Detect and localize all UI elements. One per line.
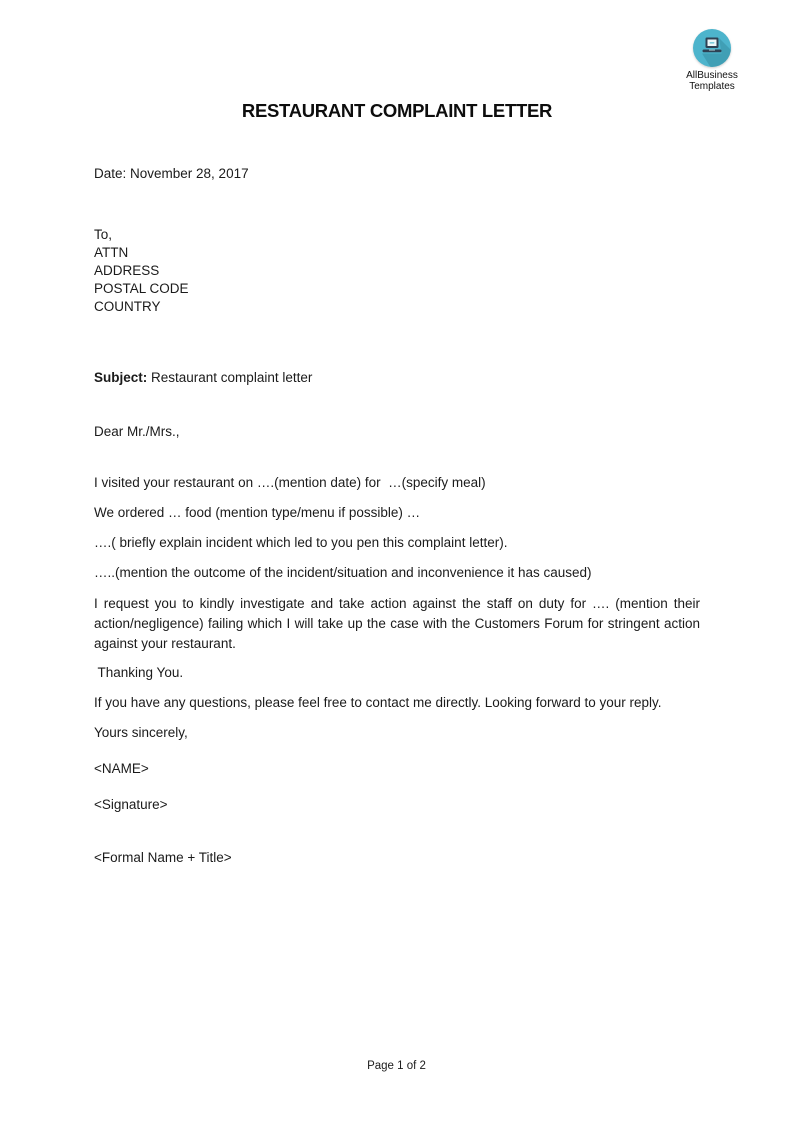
subject-text: Restaurant complaint letter	[147, 370, 313, 385]
body-paragraph: …..(mention the outcome of the incident/situation and inconvenience it has caused)	[94, 565, 592, 580]
body-paragraph: I request you to kindly investigate and take action against the staff on duty for …. (mention their action/negligence) failing which I will take up the case with the Customers Forum for stringent action against your restaurant.	[94, 596, 700, 651]
subject-line	[94, 369, 700, 387]
body-paragraph: ….( briefly explain incident which led to you pen this complaint letter).	[94, 535, 508, 550]
page-title: RESTAURANT COMPLAINT LETTER	[241, 100, 553, 121]
contact-line: If you have any questions, please feel free to contact me directly. Looking forward to your reply.	[94, 695, 662, 710]
brand-name-line2: Templates	[689, 81, 735, 92]
recipient-country: COUNTRY	[94, 299, 161, 314]
date-line: Date: November 28, 2017	[94, 166, 249, 181]
recipient-block	[94, 226, 700, 316]
name-placeholder: <NAME>	[94, 761, 149, 776]
recipient-address: ADDRESS	[94, 263, 160, 278]
recipient-postal-code: POSTAL CODE	[94, 281, 189, 296]
salutation: Dear Mr./Mrs.,	[94, 424, 180, 439]
brand-name	[672, 70, 752, 92]
recipient-to: To,	[94, 227, 113, 242]
body-paragraph: I visited your restaurant on ….(mention date) for …(specify meal)	[94, 475, 486, 490]
signature-placeholder: <Signature>	[94, 797, 168, 812]
brand-logo	[672, 28, 752, 92]
laptop-logo-icon	[692, 28, 732, 68]
formal-name-placeholder: <Formal Name + Title>	[94, 850, 232, 865]
brand-name-line1: AllBusiness	[686, 70, 738, 81]
body-paragraph: We ordered … food (mention type/menu if possible) …	[94, 505, 421, 520]
recipient-attn: ATTN	[94, 245, 129, 260]
page-number: Page 1 of 2	[367, 1060, 426, 1072]
thanking-line: Thanking You.	[94, 665, 184, 680]
closing-line: Yours sincerely,	[94, 725, 188, 740]
subject-label: Subject:	[94, 370, 148, 385]
